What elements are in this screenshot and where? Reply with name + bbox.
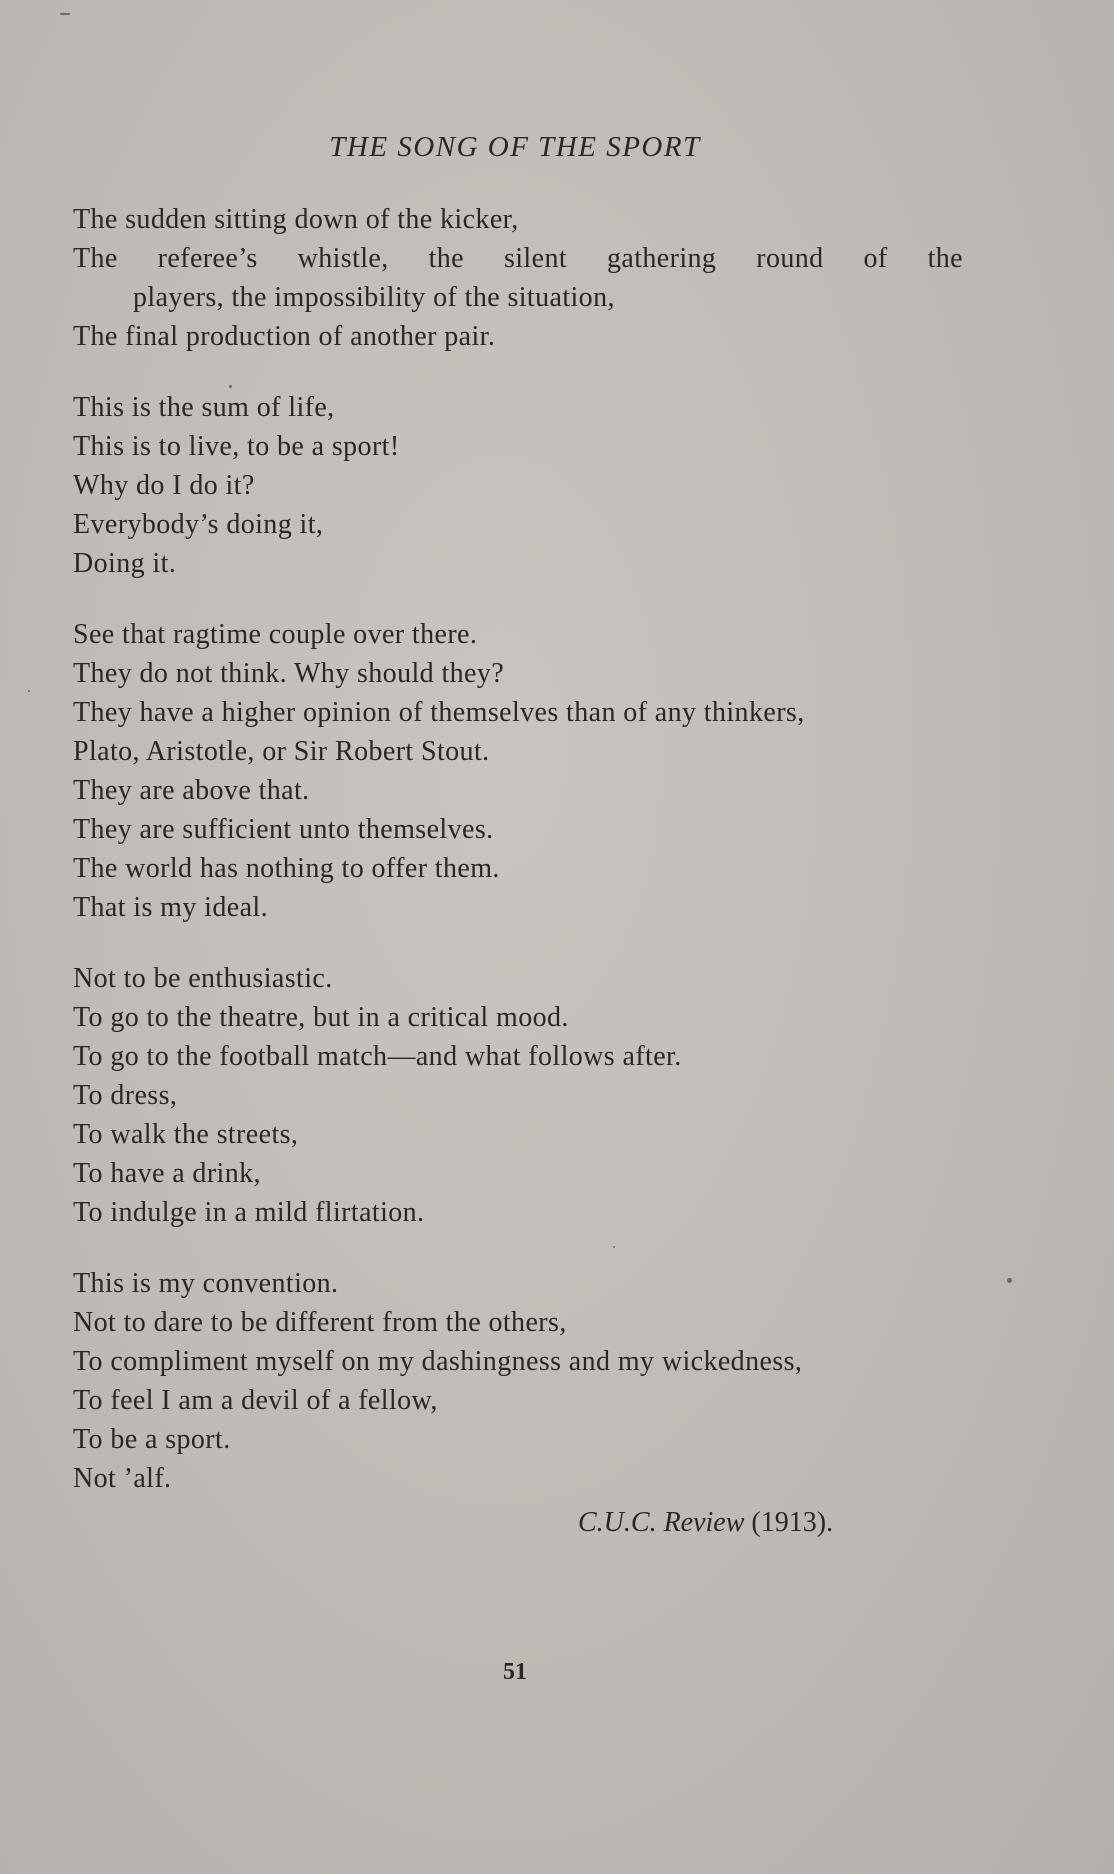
page-number: 51: [503, 1659, 527, 1685]
poem-line: They are sufficient unto themselves.: [73, 814, 494, 845]
poem-line: The referee’s whistle, the silent gathering round of the: [73, 243, 963, 274]
paper-speck: [613, 1246, 615, 1248]
source-citation: [578, 1507, 833, 1539]
poem-line: To have a drink,: [73, 1158, 261, 1189]
stanza-3: [73, 615, 973, 927]
poem-line: That is my ideal.: [73, 892, 268, 923]
poem-line: To compliment myself on my dashingness and my wickedness,: [73, 1346, 803, 1377]
poem-line: Plato, Aristotle, or Sir Robert Stout.: [73, 736, 490, 767]
poem-line: The final production of another pair.: [73, 321, 496, 352]
paper-speck: [28, 690, 30, 692]
paper-speck: [1007, 1278, 1012, 1283]
paper-speck: [229, 385, 232, 388]
poem-line: To be a sport.: [73, 1424, 231, 1455]
stanza-1: [73, 200, 973, 356]
poem-line: To walk the streets,: [73, 1119, 299, 1150]
poem-line: To go to the theatre, but in a critical mood.: [73, 1002, 569, 1033]
poem-line: To dress,: [73, 1080, 178, 1111]
stanza-4: [73, 959, 973, 1232]
poem-line: They do not think. Why should they?: [73, 658, 505, 689]
source-year: (1913).: [751, 1507, 834, 1538]
poem-line: To go to the football match—and what follows after.: [73, 1041, 682, 1072]
stanza-5: [73, 1264, 973, 1498]
poem-line: Why do I do it?: [73, 470, 255, 501]
poem-title: THE SONG OF THE SPORT: [329, 131, 701, 163]
poem-line: To feel I am a devil of a fellow,: [73, 1385, 438, 1416]
poem-line: Doing it.: [73, 548, 177, 579]
poem-line: This is to live, to be a sport!: [73, 431, 400, 462]
stanza-2: [73, 388, 973, 583]
source-publication: C.U.C. Review: [578, 1507, 745, 1538]
poem-line: They have a higher opinion of themselves than of any thinkers,: [73, 697, 805, 728]
paper-speck: [60, 13, 70, 15]
poem-line: See that ragtime couple over there.: [73, 619, 478, 650]
poem-line: This is my convention.: [73, 1268, 339, 1299]
poem-body: [73, 200, 973, 1530]
poem-line-continuation: players, the impossibility of the situation,: [133, 282, 615, 313]
poem-line: Not to be enthusiastic.: [73, 963, 333, 994]
poem-line: Everybody’s doing it,: [73, 509, 324, 540]
poem-line: They are above that.: [73, 775, 310, 806]
poem-line: The sudden sitting down of the kicker,: [73, 204, 519, 235]
poem-line: Not to dare to be different from the others,: [73, 1307, 567, 1338]
poem-line: Not ’alf.: [73, 1463, 172, 1494]
poem-line: The world has nothing to offer them.: [73, 853, 500, 884]
poem-line: To indulge in a mild flirtation.: [73, 1197, 425, 1228]
poem-line: This is the sum of life,: [73, 392, 335, 423]
